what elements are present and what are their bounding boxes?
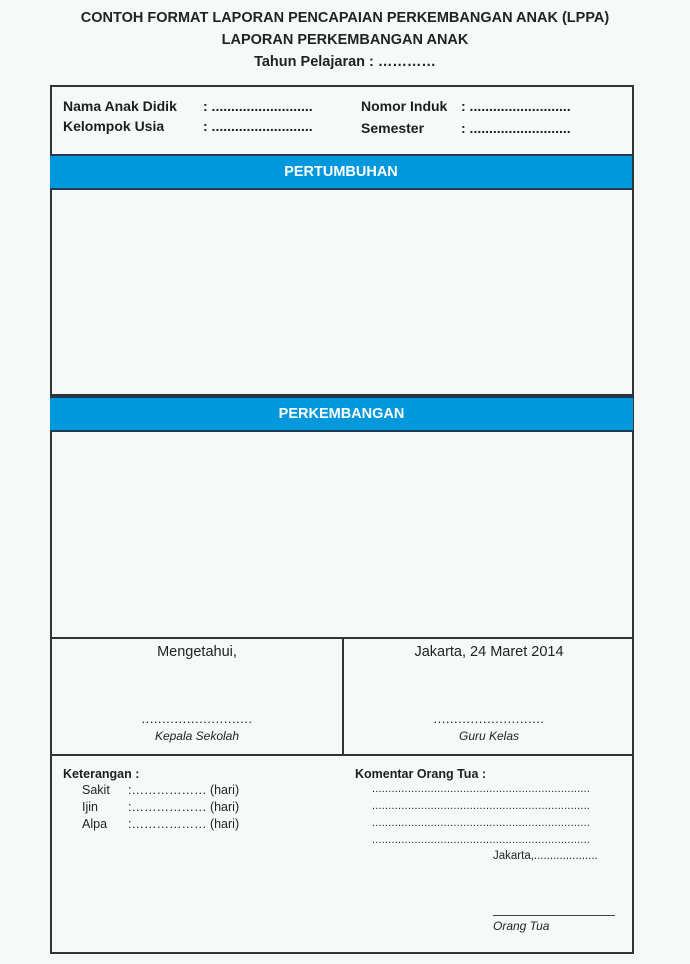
parent-signature-line[interactable] <box>493 915 615 916</box>
semester-label: Semester <box>361 120 425 136</box>
teacher-signature-block <box>344 639 634 754</box>
age-group-field[interactable]: : .......................... <box>203 118 313 134</box>
parent-place-date-field[interactable]: Jakarta,.................... <box>493 850 598 862</box>
parent-comment-line[interactable]: ................................................................... <box>372 834 591 846</box>
growth-section-header: PERTUMBUHAN <box>50 154 632 190</box>
signature-section <box>52 637 632 756</box>
principal-signature-block <box>52 639 342 754</box>
parent-role-label: Orang Tua <box>493 919 550 933</box>
attendance-sick-label: Sakit <box>82 783 110 797</box>
report-subtitle: LAPORAN PERKEMBANGAN ANAK <box>221 32 469 48</box>
attendance-row-absent <box>82 817 239 831</box>
parent-comment-heading: Komentar Orang Tua : <box>355 767 487 781</box>
student-info-block <box>52 87 632 154</box>
development-content-area[interactable] <box>52 432 632 637</box>
student-name-label: Nama Anak Didik <box>63 98 177 114</box>
growth-content-area[interactable] <box>52 190 632 396</box>
student-id-label: Nomor Induk <box>361 98 448 114</box>
teacher-role-label: Guru Kelas <box>458 729 520 743</box>
attendance-heading: Keterangan : <box>63 767 140 781</box>
place-date-heading: Jakarta, 24 Maret 2014 <box>414 644 564 660</box>
attendance-row-permit <box>82 800 239 814</box>
parent-comment-line[interactable]: ................................................................... <box>372 817 591 829</box>
student-id-field[interactable]: : .......................... <box>461 98 571 114</box>
semester-field[interactable]: : .......................... <box>461 120 571 136</box>
attendance-permit-label: Ijin <box>82 800 98 814</box>
notes-section <box>52 754 632 952</box>
attendance-absent-field[interactable]: :……………… (hari) <box>128 817 240 831</box>
parent-comment-line[interactable]: ................................................................... <box>372 783 591 795</box>
attendance-permit-field[interactable]: :……………… (hari) <box>128 800 240 814</box>
student-name-field[interactable]: : .......................... <box>203 98 313 114</box>
attendance-row-sick <box>82 783 239 797</box>
principal-role-label: Kepala Sekolah <box>154 729 240 743</box>
acknowledged-heading: Mengetahui, <box>157 644 237 660</box>
attendance-absent-label: Alpa <box>82 817 108 831</box>
attendance-sick-field[interactable]: :……………… (hari) <box>128 783 240 797</box>
parent-comment-line[interactable]: ................................................................... <box>372 800 591 812</box>
report-form <box>50 85 634 954</box>
school-year-line: Tahun Pelajaran : ………… <box>254 54 436 70</box>
age-group-label: Kelompok Usia <box>63 118 165 134</box>
teacher-signature-field[interactable]: ........................... <box>433 711 545 726</box>
development-section-header: PERKEMBANGAN <box>50 396 633 432</box>
report-title: CONTOH FORMAT LAPORAN PENCAPAIAN PERKEMBANGAN ANAK (LPPA) <box>80 10 610 26</box>
principal-signature-field[interactable]: ........................... <box>141 711 253 726</box>
